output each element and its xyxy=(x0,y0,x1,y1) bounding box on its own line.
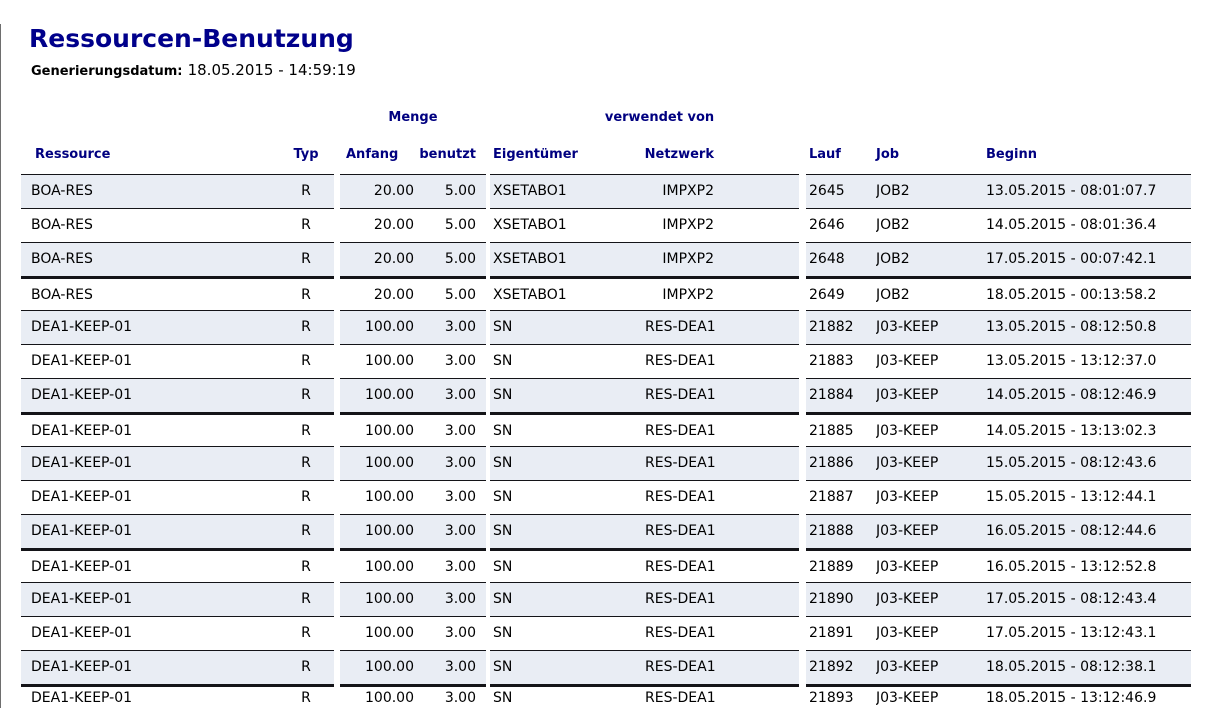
group-header-spacer xyxy=(21,110,340,126)
cell-anfang: 20.00 xyxy=(373,287,414,303)
row-group xyxy=(21,514,334,548)
cell-beginn: 18.05.2015 - 08:12:38.1 xyxy=(986,659,1157,675)
row-group xyxy=(806,650,1191,684)
cell-ressource: DEA1-KEEP-01 xyxy=(31,523,133,539)
cell-beginn: 14.05.2015 - 08:12:46.9 xyxy=(986,387,1157,403)
cell-netzwerk: IMPXP2 xyxy=(662,183,714,199)
cell-beginn: 15.05.2015 - 13:12:44.1 xyxy=(986,489,1157,505)
row-group xyxy=(21,446,334,480)
cell-netzwerk: RES-DEA1 xyxy=(645,659,716,675)
cell-netzwerk: RES-DEA1 xyxy=(645,690,716,706)
cell-anfang: 100.00 xyxy=(365,353,414,369)
group-header-row xyxy=(21,110,1222,126)
cell-netzwerk: RES-DEA1 xyxy=(645,489,716,505)
cell-ressource: DEA1-KEEP-01 xyxy=(31,591,133,607)
cell-anfang: 100.00 xyxy=(365,625,414,641)
row-group xyxy=(21,480,334,514)
cell-netzwerk: RES-DEA1 xyxy=(645,319,716,335)
row-group xyxy=(806,174,1191,208)
cell-ressource: BOA-RES xyxy=(31,251,93,267)
cell-eigentuemer: SN xyxy=(493,659,513,675)
row-group xyxy=(340,276,486,310)
cell-benutzt: 3.00 xyxy=(444,591,476,607)
header-group-menge xyxy=(340,144,486,166)
cell-lauf: 2645 xyxy=(809,183,845,199)
table-row xyxy=(21,174,1191,208)
row-group xyxy=(21,344,334,378)
cell-beginn: 13.05.2015 - 13:12:37.0 xyxy=(986,353,1157,369)
cell-ressource: BOA-RES xyxy=(31,287,93,303)
cell-typ: R xyxy=(301,183,311,199)
cell-typ: R xyxy=(301,455,311,471)
cell-eigentuemer: SN xyxy=(493,690,513,706)
cell-anfang: 100.00 xyxy=(365,489,414,505)
cell-lauf: 21884 xyxy=(809,387,854,403)
cell-eigentuemer: XSETABO1 xyxy=(493,217,567,233)
cell-ressource: DEA1-KEEP-01 xyxy=(31,319,133,335)
cell-job: J03-KEEP xyxy=(876,690,939,706)
table-row xyxy=(21,276,1191,310)
cell-lauf: 2646 xyxy=(809,217,845,233)
cell-eigentuemer: SN xyxy=(493,489,513,505)
cell-beginn: 15.05.2015 - 08:12:43.6 xyxy=(986,455,1157,471)
cell-job: JOB2 xyxy=(876,287,910,303)
cell-netzwerk: IMPXP2 xyxy=(662,287,714,303)
header-group-resource xyxy=(21,144,334,166)
row-group xyxy=(490,616,799,650)
cell-lauf: 2649 xyxy=(809,287,845,303)
cell-typ: R xyxy=(301,559,311,575)
row-group xyxy=(806,208,1191,242)
cell-ressource: DEA1-KEEP-01 xyxy=(31,455,133,471)
cell-eigentuemer: XSETABO1 xyxy=(493,183,567,199)
report-page xyxy=(0,24,1222,708)
cell-typ: R xyxy=(301,591,311,607)
row-group xyxy=(490,514,799,548)
table-row xyxy=(21,684,1191,708)
cell-benutzt: 3.00 xyxy=(444,387,476,403)
cell-eigentuemer: SN xyxy=(493,387,513,403)
row-group xyxy=(490,650,799,684)
cell-beginn: 17.05.2015 - 08:12:43.4 xyxy=(986,591,1157,607)
cell-job: J03-KEEP xyxy=(876,423,939,439)
cell-typ: R xyxy=(301,489,311,505)
row-group xyxy=(490,412,799,446)
row-group xyxy=(806,242,1191,276)
row-group xyxy=(340,242,486,276)
cell-benutzt: 5.00 xyxy=(444,251,476,267)
column-header-job: Job xyxy=(876,147,900,162)
cell-anfang: 100.00 xyxy=(365,319,414,335)
cell-benutzt: 3.00 xyxy=(444,423,476,439)
cell-benutzt: 5.00 xyxy=(444,287,476,303)
row-group xyxy=(21,548,334,582)
cell-beginn: 14.05.2015 - 13:13:02.3 xyxy=(986,423,1157,439)
cell-netzwerk: RES-DEA1 xyxy=(645,353,716,369)
row-group xyxy=(806,684,1191,708)
cell-ressource: DEA1-KEEP-01 xyxy=(31,489,133,505)
cell-job: J03-KEEP xyxy=(876,625,939,641)
cell-typ: R xyxy=(301,251,311,267)
row-group xyxy=(21,582,334,616)
row-group xyxy=(340,378,486,412)
row-group xyxy=(490,378,799,412)
cell-typ: R xyxy=(301,423,311,439)
cell-benutzt: 5.00 xyxy=(444,217,476,233)
table-row xyxy=(21,514,1191,548)
cell-netzwerk: RES-DEA1 xyxy=(645,455,716,471)
cell-beginn: 13.05.2015 - 08:01:07.7 xyxy=(986,183,1157,199)
row-group xyxy=(490,276,799,310)
row-group xyxy=(490,446,799,480)
cell-lauf: 21882 xyxy=(809,319,854,335)
cell-typ: R xyxy=(301,319,311,335)
cell-lauf: 21886 xyxy=(809,455,854,471)
cell-job: J03-KEEP xyxy=(876,523,939,539)
table-row xyxy=(21,548,1191,582)
column-header-lauf: Lauf xyxy=(809,147,841,162)
cell-lauf: 21888 xyxy=(809,523,854,539)
cell-anfang: 100.00 xyxy=(365,559,414,575)
row-group xyxy=(340,446,486,480)
cell-typ: R xyxy=(301,659,311,675)
row-group xyxy=(490,208,799,242)
row-group xyxy=(21,650,334,684)
cell-lauf: 21892 xyxy=(809,659,854,675)
row-group xyxy=(490,684,799,708)
cell-ressource: BOA-RES xyxy=(31,183,93,199)
cell-netzwerk: IMPXP2 xyxy=(662,217,714,233)
row-group xyxy=(806,276,1191,310)
cell-lauf: 21887 xyxy=(809,489,854,505)
cell-lauf: 2648 xyxy=(809,251,845,267)
cell-benutzt: 3.00 xyxy=(444,523,476,539)
cell-typ: R xyxy=(301,523,311,539)
cell-job: J03-KEEP xyxy=(876,591,939,607)
cell-beginn: 13.05.2015 - 08:12:50.8 xyxy=(986,319,1157,335)
cell-typ: R xyxy=(301,690,311,706)
cell-lauf: 21893 xyxy=(809,690,854,706)
cell-job: J03-KEEP xyxy=(876,489,939,505)
cell-benutzt: 3.00 xyxy=(444,559,476,575)
page-title: Ressourcen-Benutzung xyxy=(29,24,354,53)
row-group xyxy=(21,174,334,208)
column-header-anfang: Anfang xyxy=(346,147,399,162)
generation-date-label: Generierungsdatum: xyxy=(31,64,183,79)
cell-eigentuemer: SN xyxy=(493,523,513,539)
cell-anfang: 100.00 xyxy=(365,690,414,706)
cell-lauf: 21883 xyxy=(809,353,854,369)
cell-job: J03-KEEP xyxy=(876,353,939,369)
cell-benutzt: 3.00 xyxy=(444,353,476,369)
row-group xyxy=(21,684,334,708)
row-group xyxy=(21,276,334,310)
cell-ressource: DEA1-KEEP-01 xyxy=(31,423,133,439)
row-group xyxy=(806,548,1191,582)
header-group-verwendet-von xyxy=(490,144,799,166)
row-group xyxy=(806,344,1191,378)
cell-netzwerk: RES-DEA1 xyxy=(645,591,716,607)
row-group xyxy=(340,208,486,242)
cell-ressource: BOA-RES xyxy=(31,217,93,233)
table-body xyxy=(21,174,1222,708)
row-group xyxy=(21,310,334,344)
table-row xyxy=(21,242,1191,276)
cell-ressource: DEA1-KEEP-01 xyxy=(31,387,133,403)
row-group xyxy=(340,480,486,514)
cell-benutzt: 5.00 xyxy=(444,183,476,199)
table-row xyxy=(21,446,1191,480)
cell-netzwerk: RES-DEA1 xyxy=(645,625,716,641)
column-header-netzwerk: Netzwerk xyxy=(644,147,714,162)
cell-beginn: 18.05.2015 - 00:13:58.2 xyxy=(986,287,1157,303)
row-group xyxy=(806,616,1191,650)
table-row xyxy=(21,480,1191,514)
row-group xyxy=(490,344,799,378)
row-group xyxy=(21,378,334,412)
cell-netzwerk: RES-DEA1 xyxy=(645,523,716,539)
cell-job: J03-KEEP xyxy=(876,455,939,471)
cell-anfang: 20.00 xyxy=(373,251,414,267)
cell-anfang: 20.00 xyxy=(373,183,414,199)
cell-lauf: 21885 xyxy=(809,423,854,439)
group-header-menge: Menge xyxy=(388,110,438,125)
row-group xyxy=(806,378,1191,412)
row-group xyxy=(340,412,486,446)
cell-eigentuemer: XSETABO1 xyxy=(493,251,567,267)
cell-netzwerk: RES-DEA1 xyxy=(645,387,716,403)
row-group xyxy=(340,344,486,378)
row-group xyxy=(340,616,486,650)
cell-ressource: DEA1-KEEP-01 xyxy=(31,559,133,575)
cell-benutzt: 3.00 xyxy=(444,690,476,706)
cell-job: J03-KEEP xyxy=(876,659,939,675)
cell-ressource: DEA1-KEEP-01 xyxy=(31,659,133,675)
cell-job: JOB2 xyxy=(876,251,910,267)
cell-eigentuemer: SN xyxy=(493,559,513,575)
cell-ressource: DEA1-KEEP-01 xyxy=(31,353,133,369)
cell-anfang: 100.00 xyxy=(365,387,414,403)
generation-date-line xyxy=(31,60,1222,79)
column-header-typ: Typ xyxy=(293,147,319,162)
cell-benutzt: 3.00 xyxy=(444,489,476,505)
row-group xyxy=(21,412,334,446)
cell-anfang: 100.00 xyxy=(365,659,414,675)
table-row xyxy=(21,582,1191,616)
cell-benutzt: 3.00 xyxy=(444,319,476,335)
table-row xyxy=(21,310,1191,344)
cell-benutzt: 3.00 xyxy=(444,659,476,675)
cell-job: JOB2 xyxy=(876,217,910,233)
cell-typ: R xyxy=(301,387,311,403)
cell-lauf: 21890 xyxy=(809,591,854,607)
cell-netzwerk: IMPXP2 xyxy=(662,251,714,267)
row-group xyxy=(340,310,486,344)
row-group xyxy=(21,616,334,650)
cell-eigentuemer: SN xyxy=(493,423,513,439)
cell-benutzt: 3.00 xyxy=(444,455,476,471)
row-group xyxy=(340,650,486,684)
header-group-lauf-job-beginn xyxy=(806,144,1191,166)
group-header-verwendet-von: verwendet von xyxy=(604,110,715,125)
cell-job: JOB2 xyxy=(876,183,910,199)
cell-anfang: 100.00 xyxy=(365,455,414,471)
cell-anfang: 100.00 xyxy=(365,423,414,439)
table-row xyxy=(21,208,1191,242)
generation-date-value: 18.05.2015 - 14:59:19 xyxy=(187,61,356,79)
table-row xyxy=(21,344,1191,378)
row-group xyxy=(806,310,1191,344)
cell-ressource: DEA1-KEEP-01 xyxy=(31,625,133,641)
cell-beginn: 14.05.2015 - 08:01:36.4 xyxy=(986,217,1157,233)
row-group xyxy=(340,514,486,548)
cell-lauf: 21891 xyxy=(809,625,854,641)
cell-beginn: 18.05.2015 - 13:12:46.9 xyxy=(986,690,1157,706)
cell-eigentuemer: SN xyxy=(493,625,513,641)
cell-anfang: 100.00 xyxy=(365,591,414,607)
row-group xyxy=(340,684,486,708)
row-group xyxy=(490,480,799,514)
row-group xyxy=(806,582,1191,616)
row-group xyxy=(806,446,1191,480)
row-group xyxy=(340,548,486,582)
column-header-benutzt: benutzt xyxy=(419,147,476,162)
cell-job: J03-KEEP xyxy=(876,559,939,575)
row-group xyxy=(21,242,334,276)
table-row xyxy=(21,616,1191,650)
cell-netzwerk: RES-DEA1 xyxy=(645,423,716,439)
cell-netzwerk: RES-DEA1 xyxy=(645,559,716,575)
cell-anfang: 100.00 xyxy=(365,523,414,539)
cell-eigentuemer: SN xyxy=(493,353,513,369)
cell-eigentuemer: SN xyxy=(493,591,513,607)
cell-eigentuemer: SN xyxy=(493,455,513,471)
row-group xyxy=(490,548,799,582)
table-row xyxy=(21,378,1191,412)
column-header-beginn: Beginn xyxy=(986,147,1037,162)
row-group xyxy=(806,480,1191,514)
cell-job: J03-KEEP xyxy=(876,319,939,335)
cell-anfang: 20.00 xyxy=(373,217,414,233)
cell-eigentuemer: SN xyxy=(493,319,513,335)
row-group xyxy=(490,174,799,208)
column-header-row xyxy=(21,144,1191,166)
row-group xyxy=(21,208,334,242)
table-row xyxy=(21,650,1191,684)
row-group xyxy=(490,310,799,344)
row-group xyxy=(490,582,799,616)
row-group xyxy=(806,412,1191,446)
row-group xyxy=(490,242,799,276)
cell-beginn: 17.05.2015 - 00:07:42.1 xyxy=(986,251,1157,267)
cell-eigentuemer: XSETABO1 xyxy=(493,287,567,303)
row-group xyxy=(340,582,486,616)
cell-typ: R xyxy=(301,353,311,369)
cell-job: J03-KEEP xyxy=(876,387,939,403)
cell-benutzt: 3.00 xyxy=(444,625,476,641)
cell-beginn: 16.05.2015 - 08:12:44.6 xyxy=(986,523,1157,539)
resource-usage-table xyxy=(21,110,1222,708)
table-row xyxy=(21,412,1191,446)
cell-lauf: 21889 xyxy=(809,559,854,575)
row-group xyxy=(340,174,486,208)
cell-typ: R xyxy=(301,287,311,303)
column-header-eigentuemer: Eigentümer xyxy=(493,147,578,162)
cell-ressource: DEA1-KEEP-01 xyxy=(31,690,133,706)
column-header-ressource: Ressource xyxy=(35,147,111,162)
row-group xyxy=(806,514,1191,548)
cell-typ: R xyxy=(301,217,311,233)
cell-typ: R xyxy=(301,625,311,641)
cell-beginn: 17.05.2015 - 13:12:43.1 xyxy=(986,625,1157,641)
cell-beginn: 16.05.2015 - 13:12:52.8 xyxy=(986,559,1157,575)
